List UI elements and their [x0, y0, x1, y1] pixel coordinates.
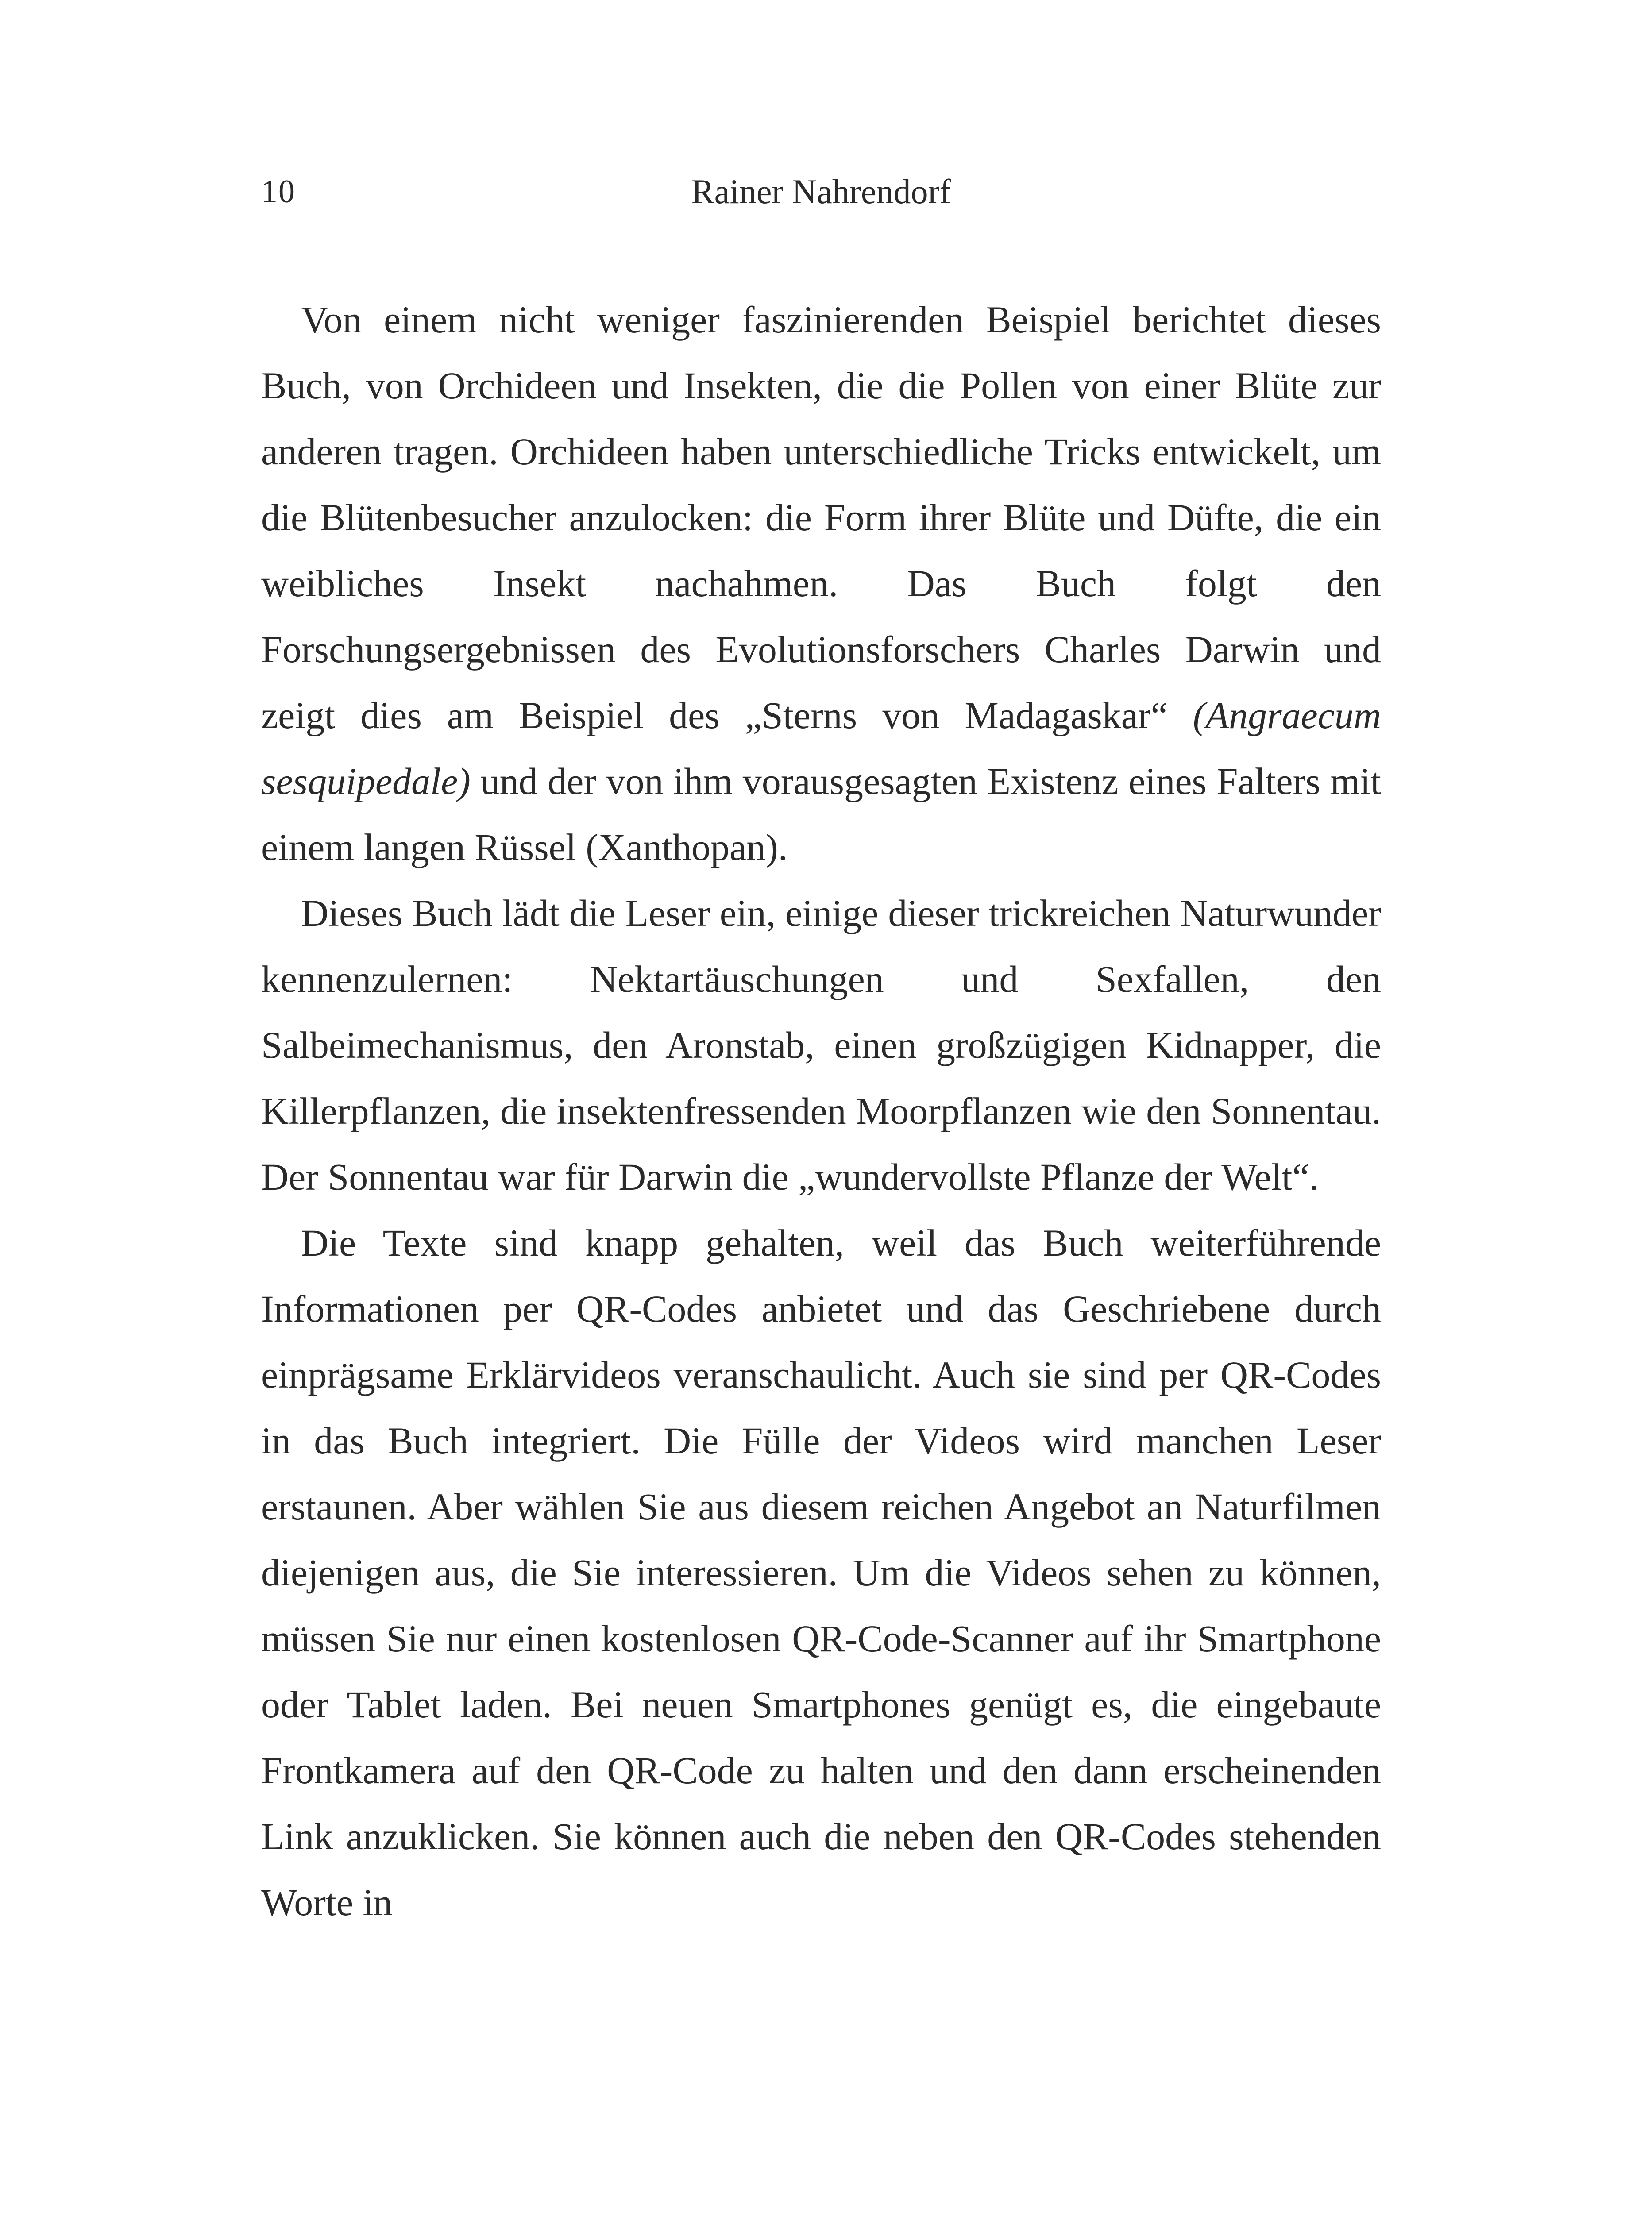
- paragraph-orchids-part1: Von einem nicht weniger faszinierenden Beispiel berichtet dieses Buch, von Orchideen und Insekten, die die Pollen von einer Blüte zur anderen tragen. Orchideen haben unterschiedliche Tricks entwickelt, um die Blütenbesucher anzulocken: die Form ihrer Blüte und Düfte, die ein weibliches Insekt nachahmen. Das Buch folgt den Forschungsergebnissen des Evolutionsforschers Charles Darwin und zeigt dies am Beispiel des „Sterns von Madagaskar“: [261, 298, 1381, 736]
- running-head-author: Rainer Nahrendorf: [691, 172, 951, 211]
- paragraph-natural-wonders: Dieses Buch lädt die Leser ein, einige dieser trickreichen Naturwunder kennenzulernen: Nektartäuschungen und Sexfallen, den Salbeimechanismus, den Aronstab, einen großzügigen Kidnapper, die Killerpflanzen, die insektenfressenden Moorpflanzen wie den Sonnentau. Der Sonnentau war für Darwin die „wundervollste Pflanze der Welt“.: [261, 892, 1381, 1198]
- paragraph-orchids-latin-name: (Angraecum sesquipedale): [261, 694, 1381, 802]
- paragraph-orchids-part2: und der von ihm vorausgesagten Existenz eines Falters mit einem langen Rüssel (Xanthopan).: [261, 760, 1381, 868]
- paragraph-qr-codes: Die Texte sind knapp gehalten, weil das Buch weiterführende Informationen per QR-Codes anbietet und das Geschriebene durch einprägsame Erklärvideos veranschaulicht. Auch sie sind per QR-Codes in das Buch integriert. Die Fülle der Videos wird manchen Leser erstaunen. Aber wählen Sie aus diesem reichen Angebot an Naturfilmen diejenigen aus, die Sie interessieren. Um die Videos sehen zu können, müssen Sie nur einen kostenlosen QR-Code-Scanner auf ihr Smartphone oder Tablet laden. Bei neuen Smartphones genügt es, die eingebaute Frontkamera auf den QR-Code zu halten und den dann erscheinenden Link anzuklicken. Sie können auch die neben den QR-Codes stehenden Worte in: [261, 1222, 1381, 1924]
- running-head: [261, 167, 1381, 216]
- paragraph-orchids: [261, 287, 1381, 880]
- page-number: 10: [261, 173, 296, 210]
- body-text: [261, 287, 1381, 1935]
